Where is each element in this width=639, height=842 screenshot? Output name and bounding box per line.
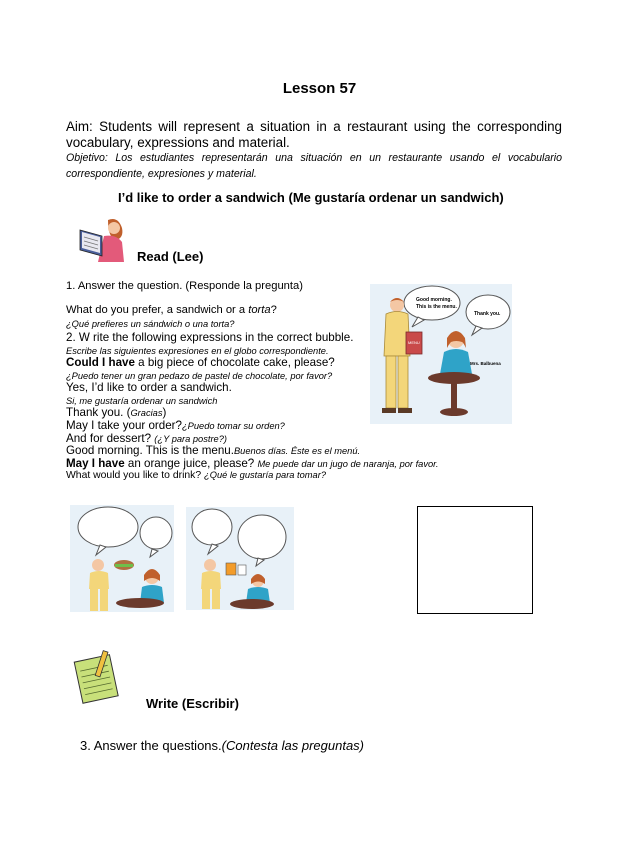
expression-cake: Could I have a big piece of chocolate cake, please?: [66, 356, 335, 369]
name-tag: Mrs. Balbuena: [470, 361, 501, 366]
reading-student-icon: [74, 212, 128, 262]
question-1: 1. Answer the question. (Responde la pregunta): [66, 280, 303, 292]
write-section-label: Write (Escribir): [146, 696, 239, 711]
expression-sandwich-spanish: Si, me gustaría ordenar un sandwich: [66, 396, 218, 406]
blank-picture-box: [417, 506, 533, 614]
question-1-spanish: ¿Qué prefieres un sándwich o una torta?: [66, 319, 235, 329]
question-2: 2. W rite the following expressions in the correct bubble.: [66, 331, 354, 344]
expression-orange-juice: May I have an orange juice, please? Me puede dar un jugo de naranja, por favor.: [66, 457, 439, 470]
scene-sandwich-illustration: [70, 505, 174, 612]
restaurant-illustration: [370, 284, 512, 424]
expression-sandwich: Yes, I’d like to order a sandwich.: [66, 381, 232, 394]
aim-text: Aim: Students will represent a situation in a restaurant using the corresponding vocabulary, expressions and material.: [66, 119, 562, 150]
question-1-english: What do you prefer, a sandwich or a torta?: [66, 304, 277, 316]
bubble-text-1: Good morning.: [416, 297, 452, 303]
notepad-icon: [68, 650, 124, 706]
question-3: 3. Answer the questions.(Contesta las preguntas): [80, 738, 365, 753]
menu-text: MENU: [408, 340, 420, 345]
lesson-heading: I’d like to order a sandwich (Me gustaría ordenar un sandwich): [118, 190, 504, 205]
objetivo-text: Objetivo: Los estudiantes representarán una situación en un restaurante usando el vocabulario correspondiente, expresiones y material.: [66, 152, 562, 180]
expression-good-morning: Good morning. This is the menu.Buenos días. Éste es el menú.: [66, 444, 361, 457]
read-section-label: Read (Lee): [137, 249, 204, 264]
question-2-spanish: Escribe las siguientes expresiones en el globo correspondiente.: [66, 346, 329, 356]
bubble-text-2: Thank you.: [474, 311, 501, 317]
expression-thank-you: Thank you. (Gracias): [66, 406, 167, 419]
page-title: Lesson 57: [282, 80, 357, 97]
bubble-text-1b: This is the menu.: [416, 304, 457, 310]
expression-cake-spanish: ¿Puedo tener un gran pedazo de pastel de chocolate, por favor?: [66, 371, 333, 381]
expression-take-order: May I take your order?¿Puedo tomar su orden?: [66, 419, 285, 432]
scene-juice-illustration: [186, 507, 294, 610]
expression-drink: What would you like to drink? ¿Qué le gustaría para tomar?: [66, 470, 326, 481]
expression-dessert: And for dessert? (¿Y para postre?): [66, 432, 227, 445]
